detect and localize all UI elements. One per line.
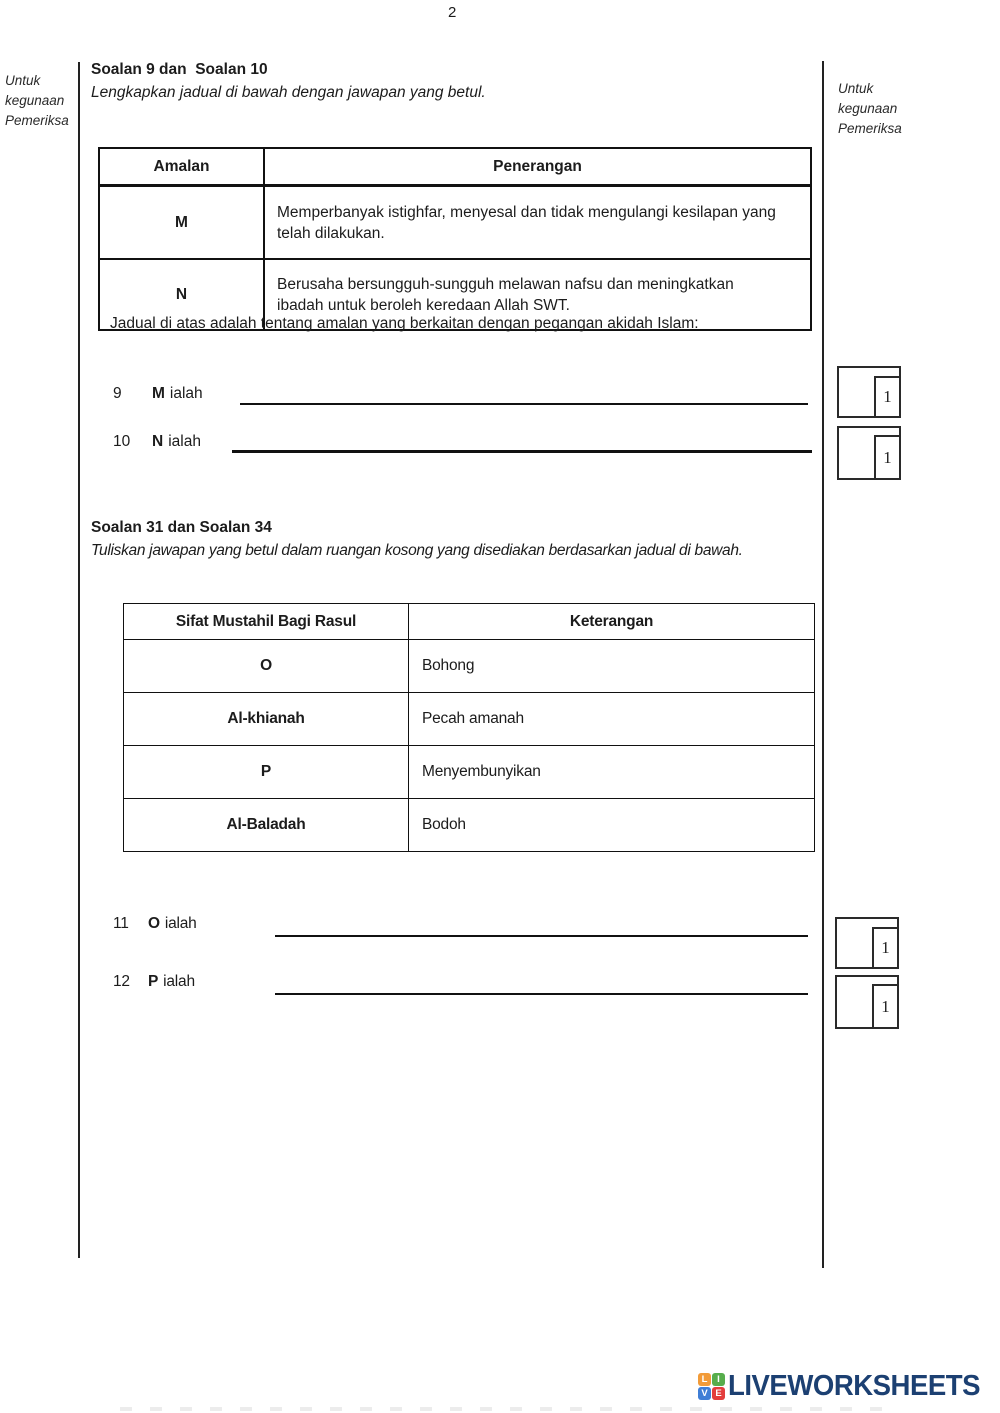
section1-instruction: Lengkapkan jadual di bawah dengan jawapan yang betul.: [91, 84, 486, 101]
logo-tile-i: I: [712, 1373, 725, 1386]
score-value: 1: [872, 927, 897, 967]
question-number: 10: [113, 433, 131, 450]
question-letter: P: [148, 973, 159, 990]
sifat-cell-description: Bodoh: [409, 799, 815, 852]
liveworksheets-logo[interactable]: [698, 1370, 993, 1403]
question-number: 11: [113, 915, 129, 932]
question-number: 12: [113, 973, 130, 990]
answer-blank-10[interactable]: [232, 450, 812, 453]
section1-title: Soalan 9 dan Soalan 10: [91, 61, 268, 78]
sifat-table-header-sifat: Sifat Mustahil Bagi Rasul: [124, 604, 409, 640]
question-12: [113, 973, 195, 991]
sifat-mustahil-table: [123, 603, 815, 852]
score-value: 1: [872, 984, 897, 1027]
question-word: ialah: [163, 973, 195, 990]
examiner-note-line: Pemeriksa: [5, 113, 69, 128]
score-box-q11: [835, 917, 899, 969]
section2-instruction: Tuliskan jawapan yang betul dalam ruangan kosong yang disediakan berdasarkan jadual di bawah.: [91, 542, 743, 559]
examiner-note-line: kegunaan: [5, 93, 65, 108]
sifat-cell-label: Al-Baladah: [124, 799, 409, 852]
table-row: [99, 186, 811, 260]
amalan-cell-description: Berusaha bersungguh-sungguh melawan nafsu dan meningkatkan ibadah untuk beroleh keredaan Allah SWT.: [264, 259, 811, 330]
page-number: 2: [448, 4, 457, 21]
examiner-note-line: Untuk: [5, 73, 41, 88]
score-value: 1: [874, 376, 899, 416]
examiner-note-line: kegunaan: [838, 101, 898, 116]
answer-blank-9[interactable]: [240, 403, 808, 405]
table-row: [124, 693, 815, 746]
sifat-cell-description: Bohong: [409, 640, 815, 693]
question-9: [113, 385, 203, 403]
table-row: [124, 640, 815, 693]
right-margin-rule: [822, 61, 824, 1268]
amalan-table-header-penerangan: Penerangan: [264, 148, 811, 186]
score-box-q12: [835, 975, 899, 1029]
question-10: [113, 433, 201, 451]
sifat-cell-label: Al-khianah: [124, 693, 409, 746]
brand-wordmark: LIVEWORKSHEETS: [728, 1370, 981, 1402]
examiner-note-left: [5, 71, 77, 131]
amalan-cell-label: N: [99, 259, 264, 330]
sifat-cell-label: P: [124, 746, 409, 799]
amalan-cell-label: M: [99, 186, 264, 260]
left-margin-rule: [78, 62, 80, 1258]
table-row: [124, 746, 815, 799]
sifat-cell-description: Menyembunyikan: [409, 746, 815, 799]
amalan-table: [98, 147, 812, 331]
score-box-q9: [837, 366, 901, 418]
question-word: ialah: [169, 385, 203, 402]
answer-blank-12[interactable]: [275, 993, 808, 995]
question-number: 9: [113, 385, 122, 402]
examiner-note-line: Pemeriksa: [838, 121, 902, 136]
sifat-cell-description: Pecah amanah: [409, 693, 815, 746]
answer-blank-11[interactable]: [275, 935, 808, 937]
question-word: ialah: [164, 915, 197, 932]
question-letter: N: [152, 433, 164, 450]
score-box-q10: [837, 426, 901, 480]
question-letter: M: [152, 385, 165, 402]
liveworksheets-grid-icon: [698, 1373, 725, 1400]
amalan-table-header-amalan: Amalan: [99, 148, 264, 186]
sifat-cell-label: O: [124, 640, 409, 693]
question-word: ialah: [168, 433, 201, 450]
logo-tile-l: L: [698, 1373, 711, 1386]
score-value: 1: [874, 435, 899, 478]
logo-tile-e: E: [712, 1387, 725, 1400]
question-11: [113, 915, 197, 933]
amalan-cell-description: Memperbanyak istighfar, menyesal dan tidak mengulangi kesilapan yang telah dilakukan.: [264, 186, 811, 260]
clipped-text-artifact: [120, 1407, 890, 1411]
table-row: [124, 799, 815, 852]
examiner-note-line: Untuk: [838, 81, 874, 96]
section1-note: Jadual di atas adalah tentang amalan yang berkaitan dengan pegangan akidah Islam:: [110, 315, 699, 332]
examiner-note-right: [838, 79, 918, 139]
section2-title: Soalan 31 dan Soalan 34: [91, 519, 272, 536]
sifat-table-header-keterangan: Keterangan: [409, 604, 815, 640]
logo-tile-v: V: [698, 1387, 711, 1400]
question-letter: O: [148, 915, 160, 932]
